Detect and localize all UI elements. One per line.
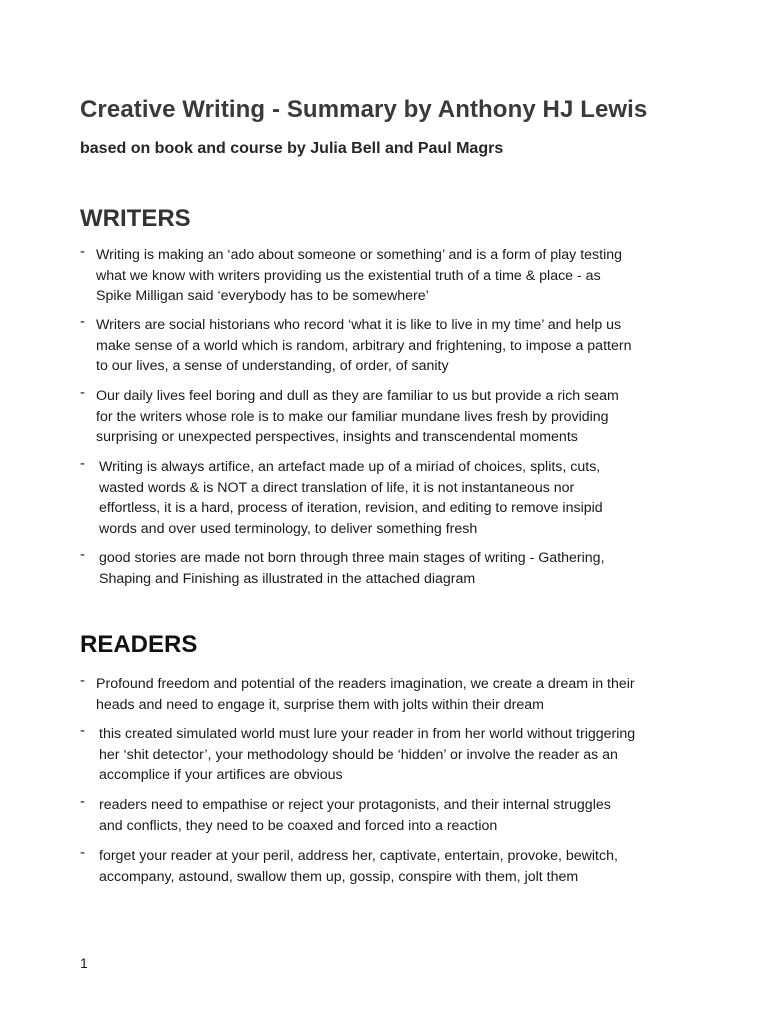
- document-title: Creative Writing - Summary by Anthony HJ Lewis: [80, 96, 648, 123]
- section-heading-writers: WRITERS: [80, 205, 191, 232]
- bullet-text: this created simulated world must lure your reader in from her world without triggering her ‘shit detector’, your methodology should be ‘hidden’ or involve the reader as an accomplice if your artifices are obvious: [99, 726, 636, 783]
- bullet-marker: -: [80, 672, 85, 689]
- bullet-text: forget your reader at your peril, address her, captivate, entertain, provoke, bewitch, accompany, astound, swallow them up, gossip, conspire with them, jolt them: [99, 848, 618, 885]
- bullet-item: [80, 386, 700, 448]
- bullet-item: [80, 548, 700, 589]
- bullet-text: Writers are social historians who record ‘what it is like to live in my time’ and help us make sense of a world which is random, arbitrary and frightening, to impose a pattern to our lives, a sense of understanding, of order, of sanity: [96, 317, 632, 374]
- bullet-item: [80, 846, 700, 887]
- bullet-text: good stories are made not born through three main stages of writing - Gathering, Shaping and Finishing as illustrated in the attached diagram: [99, 550, 605, 587]
- bullet-item: [80, 457, 700, 539]
- bullet-item: [80, 245, 700, 307]
- page-number: 1: [80, 955, 88, 971]
- bullet-marker: -: [80, 546, 85, 563]
- bullet-marker: -: [80, 793, 85, 810]
- section-heading-readers: READERS: [80, 631, 198, 658]
- bullet-text: Our daily lives feel boring and dull as they are familiar to us but provide a rich seam for the writers whose role is to make our familiar mundane lives fresh by providing surprising or unexpected perspectives, insights and transcendental moments: [96, 388, 619, 445]
- bullet-item: [80, 315, 700, 377]
- bullet-marker: -: [80, 844, 85, 861]
- bullet-marker: -: [80, 722, 85, 739]
- bullet-item: [80, 795, 700, 836]
- bullet-marker: -: [80, 455, 85, 472]
- bullet-item: [80, 724, 700, 786]
- bullet-text: Profound freedom and potential of the readers imagination, we create a dream in their heads and need to engage it, surprise them with jolts within their dream: [96, 676, 635, 713]
- bullet-text: Writing is always artifice, an artefact made up of a miriad of choices, splits, cuts, wasted words & is NOT a direct translation of life, it is not instantaneous nor effortless, it is a hard, process of iteration, revision, and editing to remove insipid words and over used terminology, to deliver something fresh: [99, 459, 603, 537]
- bullet-item: [80, 674, 700, 715]
- bullet-marker: -: [80, 313, 85, 330]
- bullet-marker: -: [80, 243, 85, 260]
- bullet-text: Writing is making an ‘ado about someone or something’ and is a form of play testing what we know with writers providing us the existential truth of a time & place - as Spike Milligan said ‘everybody has to be somewhere’: [96, 247, 623, 304]
- document-subtitle: based on book and course by Julia Bell and Paul Magrs: [80, 140, 504, 157]
- bullet-text: readers need to empathise or reject your protagonists, and their internal struggles and conflicts, they need to be coaxed and forced into a reaction: [99, 797, 611, 834]
- bullet-marker: -: [80, 384, 85, 401]
